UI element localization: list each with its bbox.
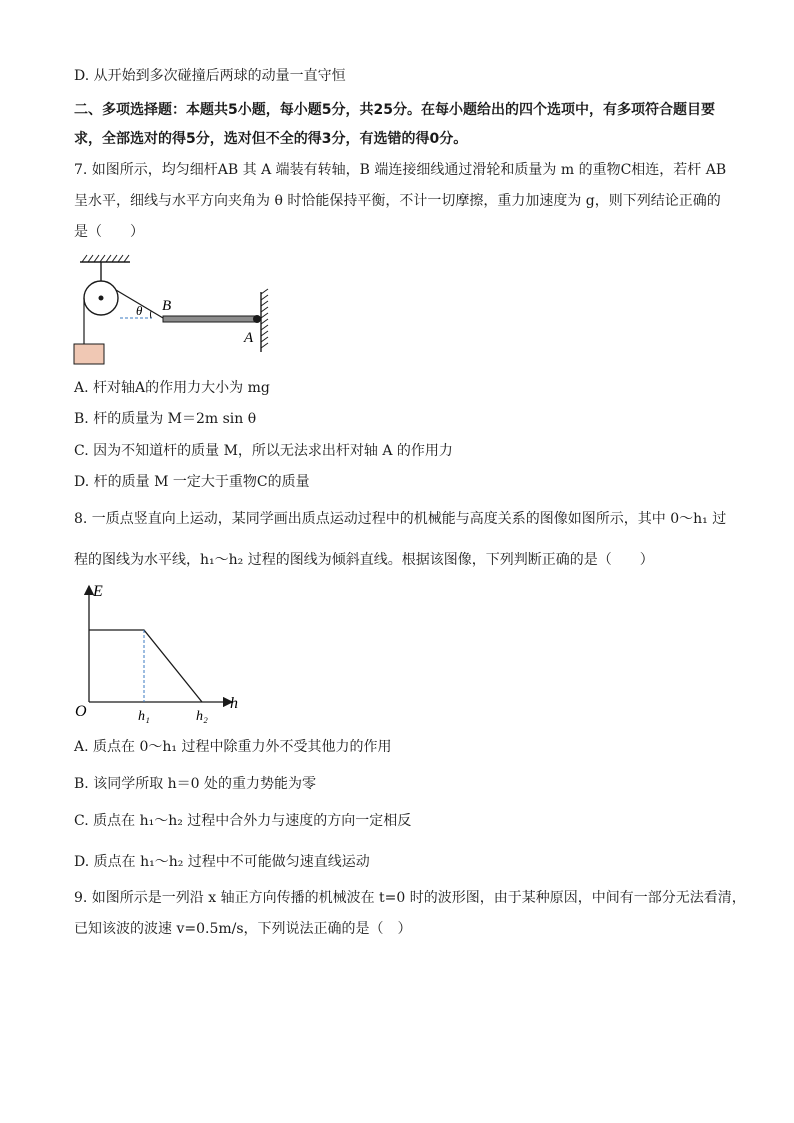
q8-stem-line2: 程的图线为水平线，h₁～h₂ 过程的图线为倾斜直线。根据该图像，下列判断正确的是（ ）: [74, 552, 654, 568]
ceiling-hatch: [82, 255, 129, 262]
q7-option-b: B. 杆的质量为 M＝2m sin θ: [74, 411, 257, 427]
section-2-heading-line2: 求，全部选对的得5分，选对但不全的得3分，有选错的得0分。: [74, 131, 468, 147]
q7-stem-line3: 是（ ）: [74, 224, 144, 240]
q9-stem-line2: 已知该波的波速 v=0.5m/s，下列说法正确的是（ ）: [74, 921, 412, 937]
q8-figure: [70, 580, 250, 725]
label-o: O: [75, 703, 87, 720]
q7-option-c: C. 因为不知道杆的质量 M，所以无法求出杆对轴 A 的作用力: [74, 443, 453, 459]
energy-curve: [89, 630, 202, 702]
q7-stem-line2: 呈水平，细线与水平方向夹角为 θ 时恰能保持平衡，不计一切摩擦，重力加速度为 g，则下列结论正确的: [74, 193, 721, 209]
q8-option-a: A. 质点在 0～h₁ 过程中除重力外不受其他力的作用: [74, 739, 392, 755]
weight-c: [74, 344, 104, 364]
label-h: h: [230, 695, 238, 712]
pivot-a: [253, 315, 261, 323]
q6-option-d: D. 从开始到多次碰撞后两球的动量一直守恒: [74, 68, 346, 84]
q7-stem-line1: 7. 如图所示，均匀细杆AB 其 A 端装有转轴，B 端连接细线通过滑轮和质量为 m 的重物C相连，若杆 AB: [74, 162, 727, 178]
q8-option-d: D. 质点在 h₁～h₂ 过程中不可能做匀速直线运动: [74, 854, 370, 870]
q8-option-c: C. 质点在 h₁～h₂ 过程中合外力与速度的方向一定相反: [74, 813, 412, 829]
q8-stem-line1: 8. 一质点竖直向上运动，某同学画出质点运动过程中的机械能与高度关系的图像如图所示，其中 0～h₁ 过: [74, 511, 727, 527]
pulley-axle: [99, 296, 104, 301]
label-b: B: [162, 298, 172, 314]
rod-ab: [163, 316, 257, 322]
q9-stem-line1: 9. 如图所示是一列沿 x 轴正方向传播的机械波在 t=0 时的波形图，由于某种原因，中间有一部分无法看清，: [74, 890, 746, 906]
q8-option-b: B. 该同学所取 h＝0 处的重力势能为零: [74, 776, 317, 792]
q7-figure: [68, 252, 278, 370]
label-e: E: [93, 583, 103, 600]
q7-option-a: A. 杆对轴A的作用力大小为 mg: [74, 380, 270, 396]
wall-hatch: [261, 289, 268, 348]
label-h1: h₁: [138, 709, 150, 724]
theta-arc: [150, 311, 151, 318]
label-theta: θ: [136, 303, 143, 318]
section-2-heading-line1: 二、多项选择题：本题共5小题，每小题5分，共25分。在每小题给出的四个选项中，有多项符合题目要: [74, 102, 715, 118]
label-h2: h₂: [196, 709, 208, 724]
q7-option-d: D. 杆的质量 M 一定大于重物C的质量: [74, 474, 310, 490]
label-a: A: [244, 330, 254, 346]
